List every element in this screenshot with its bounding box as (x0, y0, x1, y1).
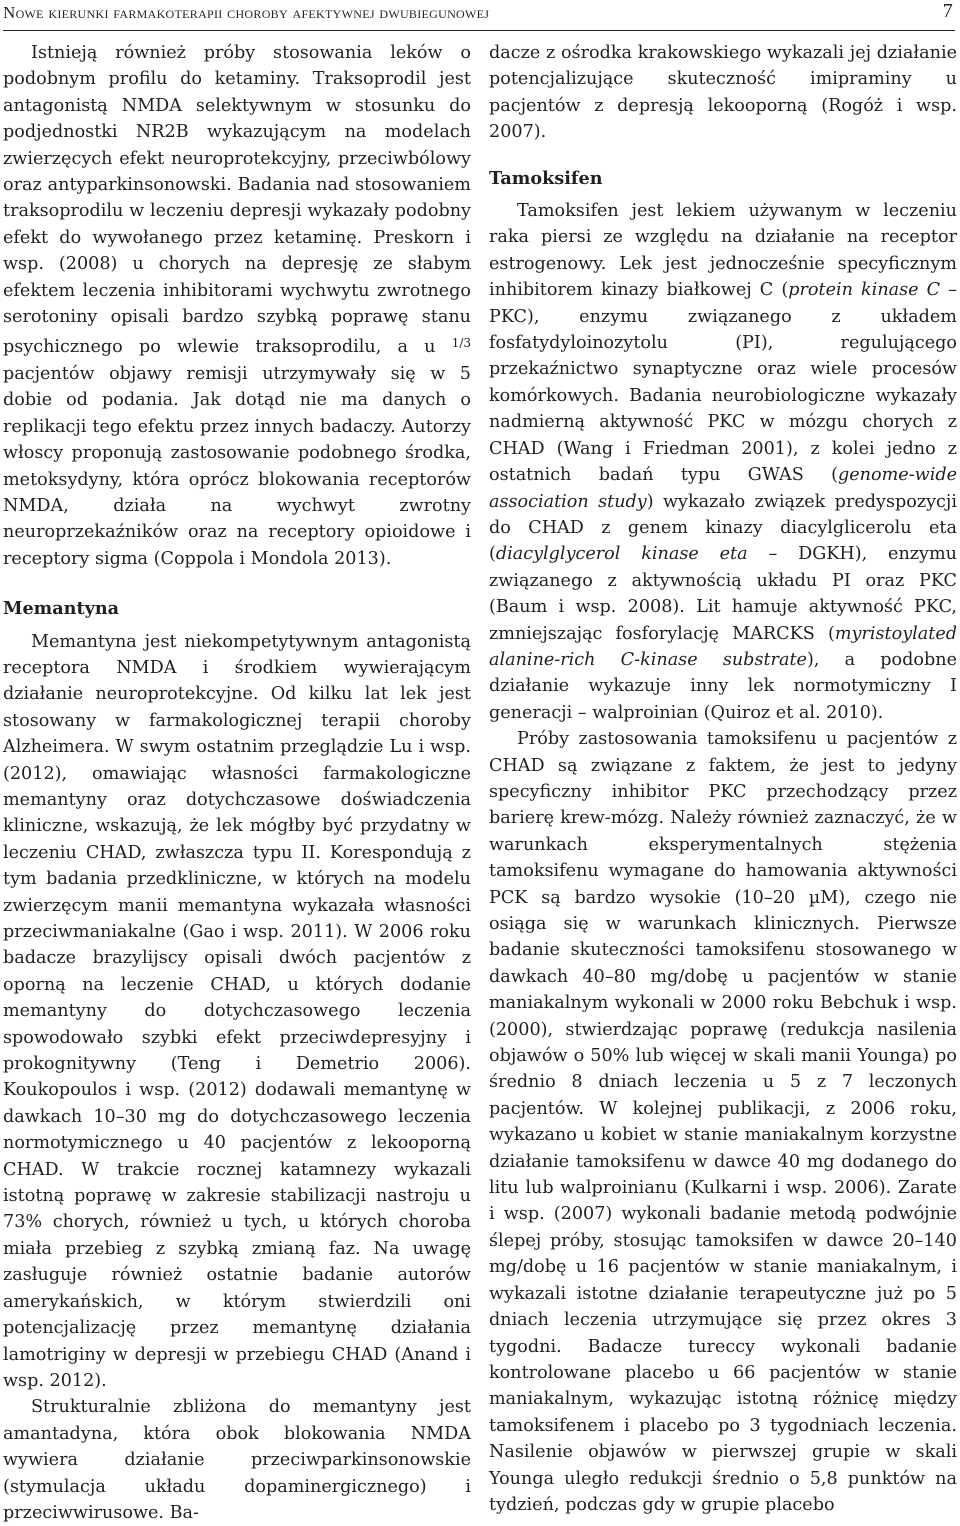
paragraph-text: pacjentów objawy remisji utrzymywały się w 5 dobie od podania. Jak dotąd nie ma danych o replikacji tego efektu przez innych badaczy. Autorzy włoscy proponują zastosowanie podobnego środka, metoksydyny, która oprócz blokowania receptorów NMDA, działa na wychwyt zwrotny neuroprzekaźników oraz na receptory opioidowe i receptory sigma (Coppola i Mondola 2013). (3, 363, 471, 569)
term-marcks: myristoylated alanine-rich C-kinase substrate (489, 623, 957, 670)
running-header (3, 0, 955, 31)
running-title: Nowe kierunki farmakoterapii choroby afektywnej dwubiegunowej (3, 3, 490, 22)
paragraph-tamoksifen-trials: Próby zastosowania tamoksifenu u pacjentów z CHAD są związane z faktem, że jest to jedyny specyficzny inhibitor PKC przechodzący przez barierę krew-mózg. Należy również zaznaczyć, że w warunkach eksperymentalnych stężenia tamoksifenu wymagane do hamowania aktywności PCK są bardzo wysokie (10–20 µM), czego nie osiąga się w warunkach klinicznych. Pierwsze badanie skuteczności tamoksifenu stosowanego w dawkach 40–80 mg/dobę u pacjentów w stanie maniakalnym wykonali w 2000 roku Bebchuk i wsp. (2000), stwierdzając poprawę (redukcja nasilenia objawów o 50% lub więcej w skali manii Younga) po średnio 8 dniach leczenia u 5 z 7 leczonych pacjentów. W kolejnej publikacji, z 2006 roku, wykazano u kobiet w stanie maniakalnym korzystne działanie tamoksifenu w dawce 40 mg dodanego do litu lub walproinianu (Kulkarni i wsp. 2006). Zarate i wsp. (2007) wykonali badanie metodą podwójnie ślepej próby, stosując tamoksifen w dawce 20–140 mg/dobę u 16 pacjentów w stanie maniakalnym, i wykazali istotne działanie terapeutyczne już po 5 dniach leczenia utrzymujące się przez okres 3 tygodni. Badacze tureccy wykonali badanie kontrolowane placebo u 66 pacjentów w stanie maniakalnym, wykazując istotną różnicę między tamoksifenem i placebo po 3 tygodniach leczenia. Nasilenie objawów w pierwszej grupie w skali Younga uległo redukcji średnio o 5,8 punktów na tydzień, podczas gdy w grupie placebo (489, 729, 957, 1515)
section-heading-tamoksifen: Tamoksifen (489, 167, 603, 189)
page-number: 7 (942, 0, 953, 22)
paragraph-text: Tamoksifen jest lekiem używanym w leczeniu raka piersi ze względu na działanie na receptor estrogenowy. Lek jest jednocześnie specyficznym inhibitorem kinazy białkowej C ( (489, 201, 957, 301)
paragraph-text: – DGKH), enzymu związanego z aktywnością układu PI oraz PKC (Baum i wsp. 2008). Lit hamuje aktywność PKC, zmniejszając fosforylację MARCKS ( (489, 544, 957, 644)
paragraph-memantyna: Memantyna jest niekompetytywnym antagonistą receptora NMDA i środkiem wywierającym działanie neuroprotekcyjne. Od kilku lat lek jest stosowany w farmakologicznej terapii choroby Alzheimera. W swym ostatnim przeglądzie Lu i wsp. (2012), omawiając własności farmakologiczne memantyny oraz dotychczasowe doświadczenia kliniczne, wskazują, że lek mógłby być przydatny w leczeniu CHAD, zwłaszcza typu II. Korespondują z tym badania przedkliniczne, w których na modelu zwierzęcym manii memantyna wykazała własności przeciwmaniakalne (Gao i wsp. 2011). W 2006 roku badacze brazylijscy opisali dwóch pacjentów z oporną na leczenie CHAD, u których dodanie memantyny do dotychczasowego leczenia spowodowało szybki efekt przeciwdepresyjny i prokognitywny (Teng i Demetrio 2006). Koukopoulos i wsp. (2012) dodawali memantynę w dawkach 10–30 mg do dotychczasowego leczenia normotymicznego u 40 pacjentów z lekooporną CHAD. W trakcie rocznej katamnezy wykazali istotną poprawę w zakresie stabilizacji nastroju u 73% chorych, również u tych, u których choroba miała przebieg z szybką zmianą faz. Na uwagę zasługuje również ostatnie badanie autorów amerykańskich, w którym stwierdzili oni potencjalizację przez memantynę działania lamotriginy w depresji w przebiegu CHAD (Anand i wsp. 2012). (3, 631, 471, 1391)
paragraph-text: ), a podobne działanie wykazuje inny lek normotymiczny I generacji – walproinian (Quiroz et al. 2010). (489, 649, 957, 723)
paragraph-ketamine-analogs (3, 40, 471, 572)
fraction-one-third: 1/3 (451, 336, 471, 351)
paragraph-text: Istnieją również próby stosowania leków o podobnym profilu do ketaminy. Traksoprodil jest antagonistą NMDA selektywnym w stosunku do podjednostki NR2B wykazującym na modelach zwierzęcych efekt neuroprotekcyjny, przeciwbólowy oraz antyparkinsonowski. Badania nad stosowaniem traksoprodilu w leczeniu depresji wykazały podobny efekt do wywołanego przez ketaminę. Preskorn i wsp. (2008) u chorych na depresję ze słabym efektem leczenia inhibitorami wychwytu zwrotnego serotoniny opisali bardzo szybką poprawę stanu psychicznego po wlewie traksoprodilu, a u (3, 43, 471, 358)
term-protein-kinase-c: protein kinase C (788, 280, 941, 301)
paragraph-amantadyna: Strukturalnie zbliżona do memantyny jest amantadyna, która obok blokowania NMDA wywiera działanie przeciwparkinsonowskie (stymulacja układu dopaminergicznego) i przeciwwirusowe. Ba- (3, 1397, 471, 1523)
section-heading-memantyna: Memantyna (3, 598, 120, 620)
term-dgk-eta: diacylglycerol kinase eta (495, 544, 748, 565)
right-column (489, 40, 957, 1518)
paragraph-text: ) wykazało związek predyspozycji do CHAD z genem kinazy diacylglicerolu eta ( (489, 491, 957, 565)
left-column (3, 40, 471, 1526)
paragraph-tamoksifen-mechanism (489, 198, 957, 726)
paragraph-continuation: dacze z ośrodka krakowskiego wykazali jej działanie potencjalizujące skuteczność imipraminy u pacjentów z depresją lekooporną (Rogóż i wsp. 2007). (489, 43, 957, 143)
paragraph-text: – PKC), enzymu związanego z układem fosfatydyloinozytolu (PI), regulującego przekaźnictwo synaptyczne oraz wiele procesów komórkowych. Badania neurobiologiczne wykazały nadmierną aktywność PKC w mózgu chorych z CHAD (Wang i Friedman 2001), z kolei jedno z ostatnich badań typu GWAS ( (489, 280, 958, 486)
term-gwas: genome-wide association study (489, 465, 957, 512)
